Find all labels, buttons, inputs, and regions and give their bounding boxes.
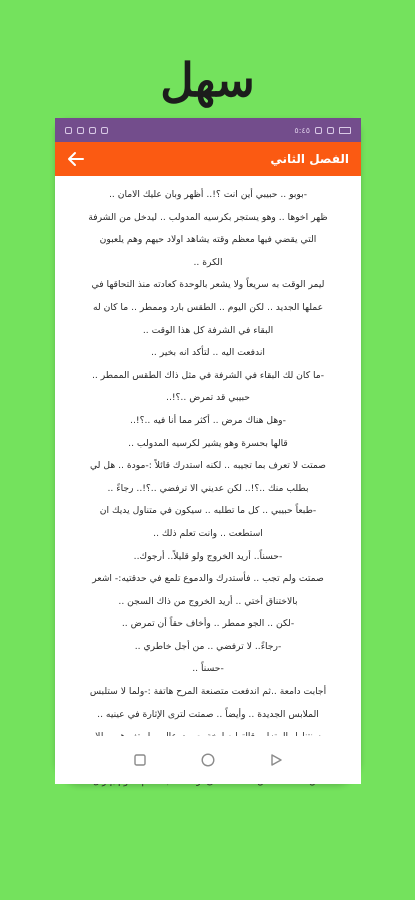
text-line: اندفعت اليه .. لتأكد انه بخير .. [151, 347, 265, 359]
text-line: التي يقضي فيها معظم وقته يشاهد اولاد حيهم وهم يلعبون [99, 234, 317, 246]
text-line: -ما كان لك البقاء في الشرفة في مثل ذاك الطقس الممطر .. [91, 369, 325, 381]
status-time: ٥:٤٥ [294, 125, 310, 135]
text-line: الكرة .. [193, 256, 223, 268]
text-line: -حسناً .. [192, 663, 224, 675]
text-line: صمتت لا تعرف بما تجيبه .. لكنه استدرك قائلاً :-مودة .. هل لي [90, 460, 326, 472]
home-button[interactable] [200, 752, 216, 768]
system-nav-bar [55, 736, 361, 784]
notification-icon [101, 127, 108, 134]
text-line: -وهل هناك مرض .. أكثر مما أنا فيه ..؟!.. [130, 414, 286, 426]
app-bar [55, 142, 361, 176]
battery-icon [339, 127, 351, 134]
chapter-title: الفصل الثاني [270, 152, 349, 166]
phone-screen [55, 118, 361, 784]
text-line: الملابس الجديدة .. وأيضاً .. صمتت لترى الإثارة في عينيه .. [97, 708, 319, 720]
text-line: -لكن .. الجو ممطر .. وأخاف حقاً أن تمرض .. [121, 618, 295, 630]
text-line: -رجاءً.. لا ترفضي .. من أجل خاطري .. [134, 640, 282, 652]
chapter-text [55, 176, 361, 732]
text-line: بطلب منك ..؟!.. لكن عديني الا ترفضي ..؟!.. رجاءً .. [107, 482, 309, 494]
status-icons-right [294, 126, 351, 135]
notification-icon [77, 127, 84, 134]
back-nav-button[interactable] [268, 752, 284, 768]
text-line: بالاختناق أختي .. أريد الخروج من ذاك السجن .. [118, 595, 298, 607]
signal-icon [315, 127, 322, 134]
status-bar [55, 118, 361, 142]
text-line: ليمر الوقت به سريعاً ولا يشعر بالوحدة كعادته منذ التحاقها في [91, 279, 325, 291]
square-icon [134, 754, 146, 766]
text-line: استطعت .. وانت تعلم ذلك .. [153, 527, 263, 539]
text-line: البقاء في الشرفة كل هذا الوقت .. [142, 324, 274, 336]
text-line: أجابت دامعة ..ثم اندفعت متصنعة المرح هاتفة :-ولما لا ستلبس [89, 686, 327, 698]
recents-button[interactable] [132, 752, 148, 768]
text-line: ظهر اخوها .. وهو يستجر بكرسيه المدولب .. ليدخل من الشرفة [88, 211, 328, 223]
notification-icon [89, 127, 96, 134]
triangle-icon [270, 754, 282, 766]
text-line: -بوبو .. حبيبي أين انت ؟!.. أظهر وبان عليك الامان .. [108, 189, 308, 200]
text-line: صمتت ولم تجب .. فأستدرك والدموع تلمع في حدقتيه:- اشعر [92, 573, 324, 585]
text-line: قالها بحسرة وهو يشير لكرسيه المدولب .. [128, 437, 288, 449]
back-button[interactable] [65, 148, 87, 170]
hero-title: سهل [160, 53, 255, 107]
circle-icon [201, 753, 215, 767]
text-line: عملها الجديد .. لكن اليوم .. الطقس بارد وممطر .. ما كان له [92, 301, 324, 313]
wifi-icon [327, 127, 334, 134]
arrow-left-icon [68, 152, 84, 166]
status-icons-left [65, 127, 108, 134]
text-line: -حسناً.. أريد الخروج ولو قليلاً.. أرجوك.. [133, 550, 283, 562]
notification-icon [65, 127, 72, 134]
text-line: حبيبي قد تمرض ..؟!.. [166, 392, 250, 404]
text-line: -طبعاً حبيبي .. كل ما تطلبه .. سيكون في متناول يديك ان [99, 505, 317, 517]
